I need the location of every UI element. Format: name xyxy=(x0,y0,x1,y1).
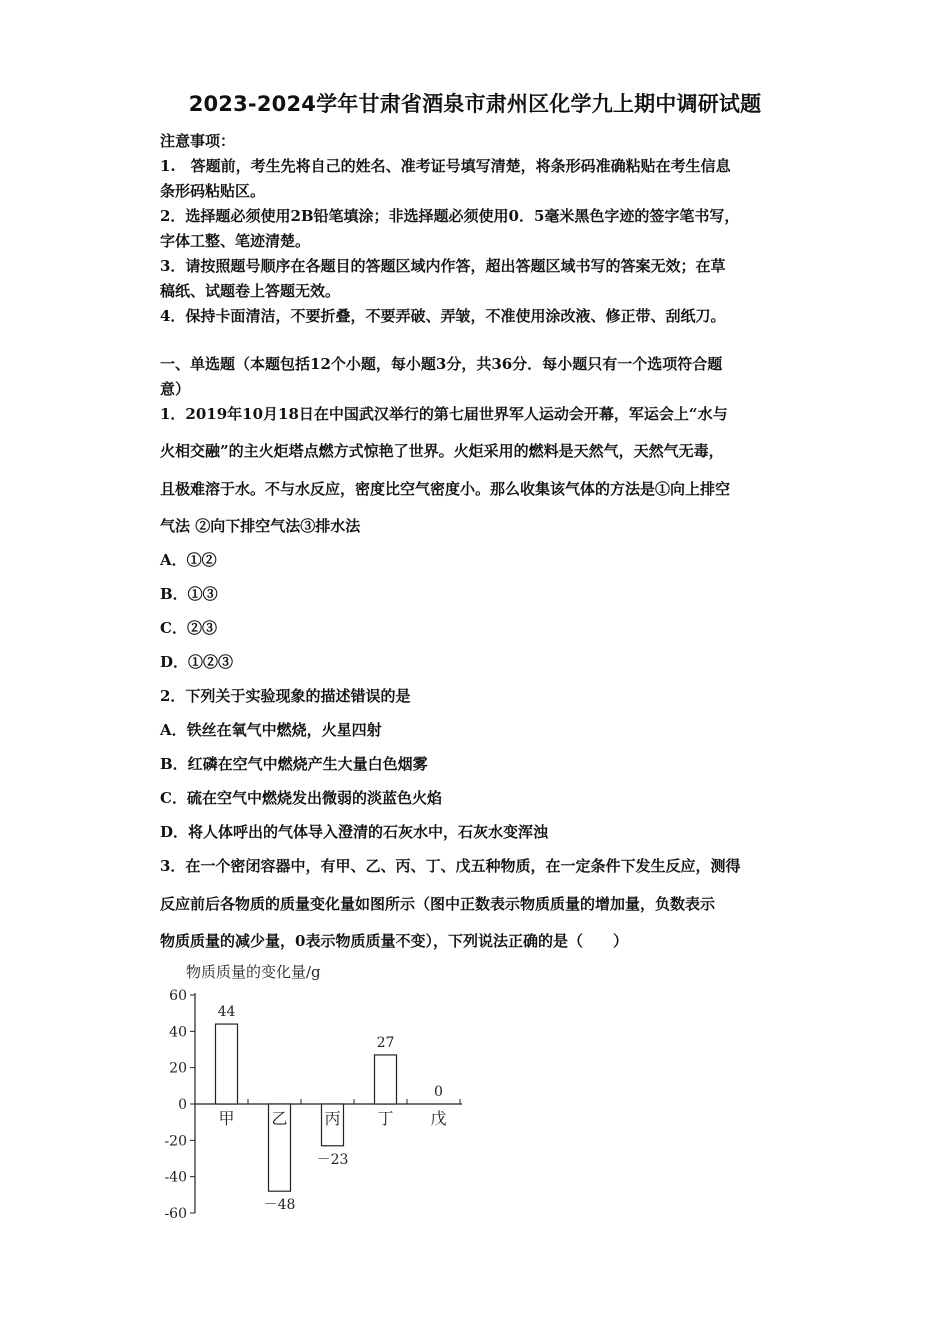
bar-1 xyxy=(216,1024,238,1104)
y-tick-label: -60 xyxy=(164,1206,187,1222)
notice-line: 3．请按照题号顺序在各题目的答题区域内作答，超出答题区域书写的答案无效；在草 xyxy=(160,257,726,275)
section-heading: 一、单选题（本题包括12个小题，每小题3分，共36分．每小题只有一个选项符合题 xyxy=(160,355,723,373)
y-tick-label: -20 xyxy=(164,1133,187,1150)
q2-option-d: D．将人体呼出的气体导入澄清的石灰水中，石灰水变浑浊 xyxy=(160,823,549,841)
bar-4 xyxy=(375,1055,397,1104)
q2-stem: 2．下列关于实验现象的描述错误的是 xyxy=(160,687,411,705)
y-tick-label: 20 xyxy=(169,1060,187,1077)
value-label: －48 xyxy=(263,1197,296,1214)
y-tick-label: 60 xyxy=(169,988,187,1004)
value-label: 27 xyxy=(376,1034,395,1051)
notice-line: 字体工整、笔迹清楚。 xyxy=(160,232,311,250)
notice-line: 2．选择题必须使用2B铅笔填涂；非选择题必须使用0．5毫米黑色字迹的签字笔书写， xyxy=(160,207,740,225)
value-label: 0 xyxy=(434,1084,443,1100)
q1-option-d: D．①②③ xyxy=(160,653,234,671)
notice-line: 条形码粘贴区。 xyxy=(160,182,266,200)
category-label: 丙 xyxy=(324,1109,341,1128)
notice-line: 4．保持卡面清洁，不要折叠，不要弄破、弄皱，不准使用涂改液、修正带、刮纸刀。 xyxy=(160,307,726,325)
bars xyxy=(216,1004,447,1213)
q3-stem-line: 3．在一个密闭容器中，有甲、乙、丙、丁、戊五种物质，在一定条件下发生反应，测得 xyxy=(160,857,741,875)
mass-change-bar-chart xyxy=(150,955,480,1225)
q1-stem-line: 火相交融”的主火炬塔点燃方式惊艳了世界。火炬采用的燃料是天然气，天然气无毒， xyxy=(160,442,724,460)
q3-stem-line: 物质质量的减少量，0表示物质质量不变），下列说法正确的是（ ） xyxy=(160,932,628,950)
y-tick-label: 40 xyxy=(169,1024,187,1041)
category-label: 甲 xyxy=(218,1109,235,1128)
value-label: 44 xyxy=(217,1004,236,1021)
notice-heading: 注意事项： xyxy=(160,132,236,150)
q1-option-c: C．②③ xyxy=(160,619,217,637)
notice-line: 1. 答题前，考生先将自己的姓名、准考证号填写清楚，将条形码准确粘贴在考生信息 xyxy=(160,157,731,175)
y-tick-label: 0 xyxy=(178,1097,187,1113)
chart-title: 物质质量的变化量/g xyxy=(186,963,321,981)
q1-stem-line: 且极难溶于水。不与水反应，密度比空气密度小。那么收集该气体的方法是①向上排空 xyxy=(160,480,731,498)
category-label: 丁 xyxy=(377,1109,394,1128)
exam-title: 2023-2024学年甘肃省酒泉市肃州区化学九上期中调研试题 xyxy=(188,92,762,116)
q1-stem-line: 气法 ②向下排空气法③排水法 xyxy=(160,517,361,535)
q1-option-a: A．①② xyxy=(160,551,217,569)
q2-option-a: A．铁丝在氧气中燃烧，火星四射 xyxy=(160,721,382,739)
notice-line: 稿纸、试题卷上答题无效。 xyxy=(160,282,341,300)
y-tick-label: -40 xyxy=(164,1169,187,1186)
category-label: 戊 xyxy=(430,1109,447,1128)
q2-option-b: B．红磷在空气中燃烧产生大量白色烟雾 xyxy=(160,755,428,773)
q1-option-b: B．①③ xyxy=(160,585,218,603)
q3-stem-line: 反应前后各物质的质量变化量如图所示（图中正数表示物质质量的增加量，负数表示 xyxy=(160,895,716,913)
category-label: 乙 xyxy=(271,1109,288,1128)
y-ticks xyxy=(164,988,460,1222)
value-label: －23 xyxy=(316,1151,349,1168)
q2-option-c: C．硫在空气中燃烧发出微弱的淡蓝色火焰 xyxy=(160,789,442,807)
q1-stem-line: 1．2019年10月18日在中国武汉举行的第七届世界军人运动会开幕，军运会上“水与 xyxy=(160,405,728,423)
section-heading-cont: 意） xyxy=(160,380,191,398)
